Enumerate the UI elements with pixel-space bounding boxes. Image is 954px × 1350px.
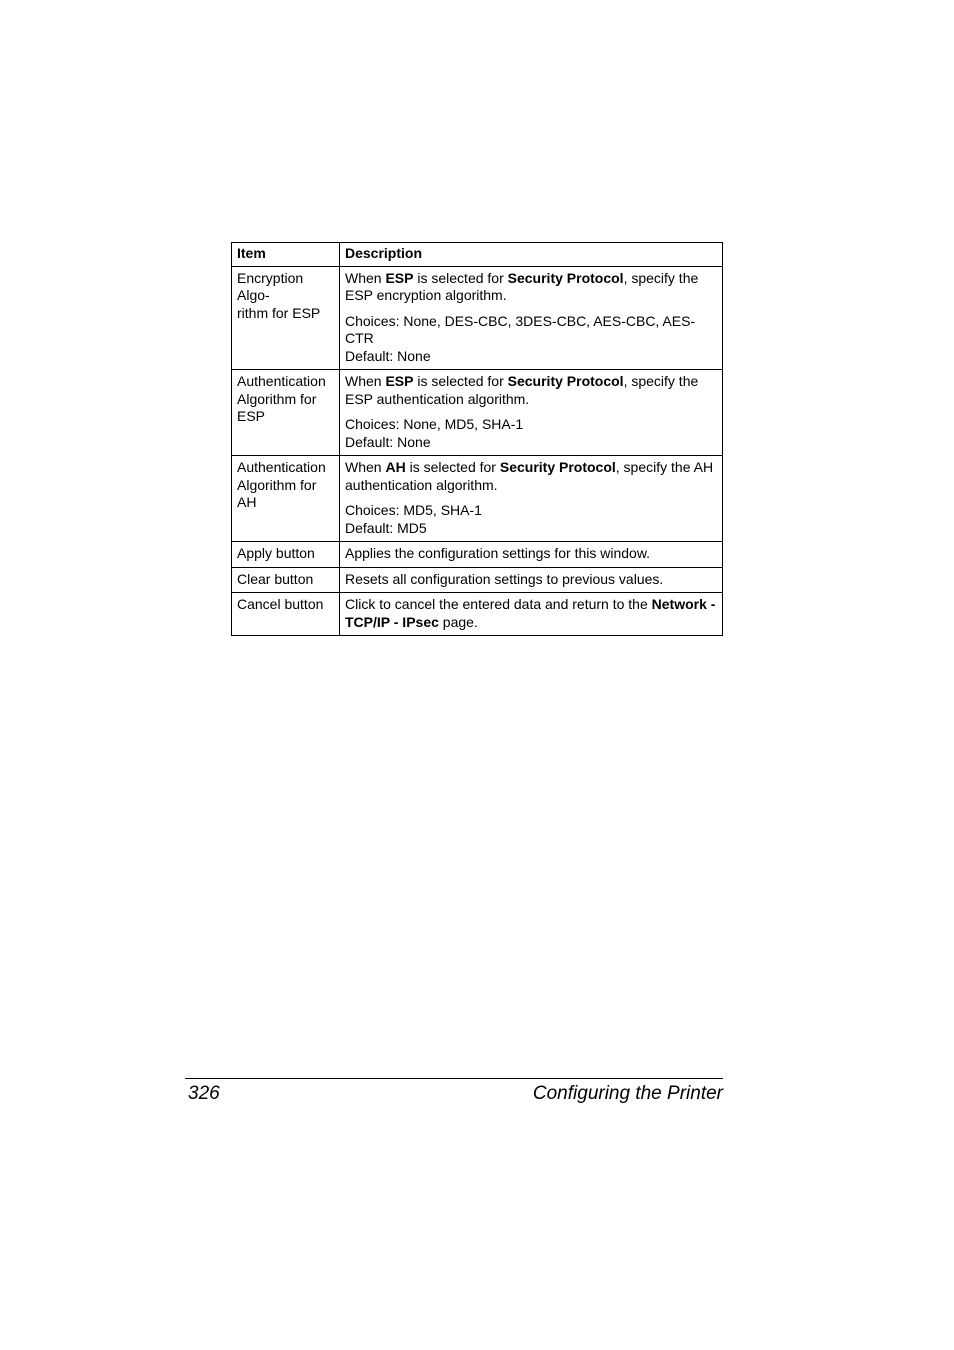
- default-text: Default: MD5: [345, 519, 427, 536]
- table-row: [232, 456, 723, 542]
- table-row: [232, 370, 723, 456]
- table-row: [232, 542, 723, 568]
- choices-text: Choices: MD5, SHA-1: [345, 502, 482, 518]
- item-cell: Authentication Algorithm for ESP: [232, 370, 340, 456]
- choices-block: [345, 502, 718, 537]
- description-cell: [340, 266, 723, 370]
- column-header-description: Description: [340, 243, 723, 267]
- description-cell: Applies the configuration settings for this window.: [340, 542, 723, 568]
- column-header-item: Item: [232, 243, 340, 267]
- default-text: Default: None: [345, 347, 431, 364]
- table-header-row: [232, 243, 723, 267]
- table-row: [232, 593, 723, 636]
- item-label-line: rithm for ESP: [237, 304, 321, 321]
- chapter-title: Configuring the Printer: [532, 1083, 723, 1104]
- description-text: When ESP is selected for Security Protocol, specify the ESP encryption algorithm.: [345, 269, 699, 303]
- choices-text: Choices: None, MD5, SHA-1: [345, 416, 524, 432]
- item-cell: Authentication Algorithm for AH: [232, 456, 340, 542]
- description-text: When ESP is selected for Security Protocol, specify the ESP authentication algorithm.: [345, 373, 699, 407]
- default-text: Default: None: [345, 433, 431, 450]
- item-label-line: Encryption Algo-: [237, 269, 304, 303]
- description-cell: [340, 593, 723, 636]
- item-cell: Cancel button: [232, 593, 340, 636]
- item-cell: Apply button: [232, 542, 340, 568]
- description-cell: [340, 370, 723, 456]
- table-row: [232, 567, 723, 593]
- choices-block: [345, 313, 718, 366]
- description-text: When AH is selected for Security Protocol, specify the AH authentication algorithm.: [345, 459, 714, 493]
- description-cell: Resets all configuration settings to previous values.: [340, 567, 723, 593]
- item-cell: Clear button: [232, 567, 340, 593]
- description-text: Click to cancel the entered data and return to the Network - TCP/IP - IPsec page.: [345, 596, 716, 630]
- item-cell: [232, 266, 340, 370]
- choices-block: [345, 416, 718, 451]
- page-number: 326: [188, 1083, 220, 1104]
- description-cell: [340, 456, 723, 542]
- choices-text: Choices: None, DES-CBC, 3DES-CBC, AES-CBC, AES-CTR: [345, 312, 696, 346]
- table-row: [232, 266, 723, 370]
- footer-divider: [185, 1078, 723, 1079]
- settings-description-table: [231, 242, 723, 636]
